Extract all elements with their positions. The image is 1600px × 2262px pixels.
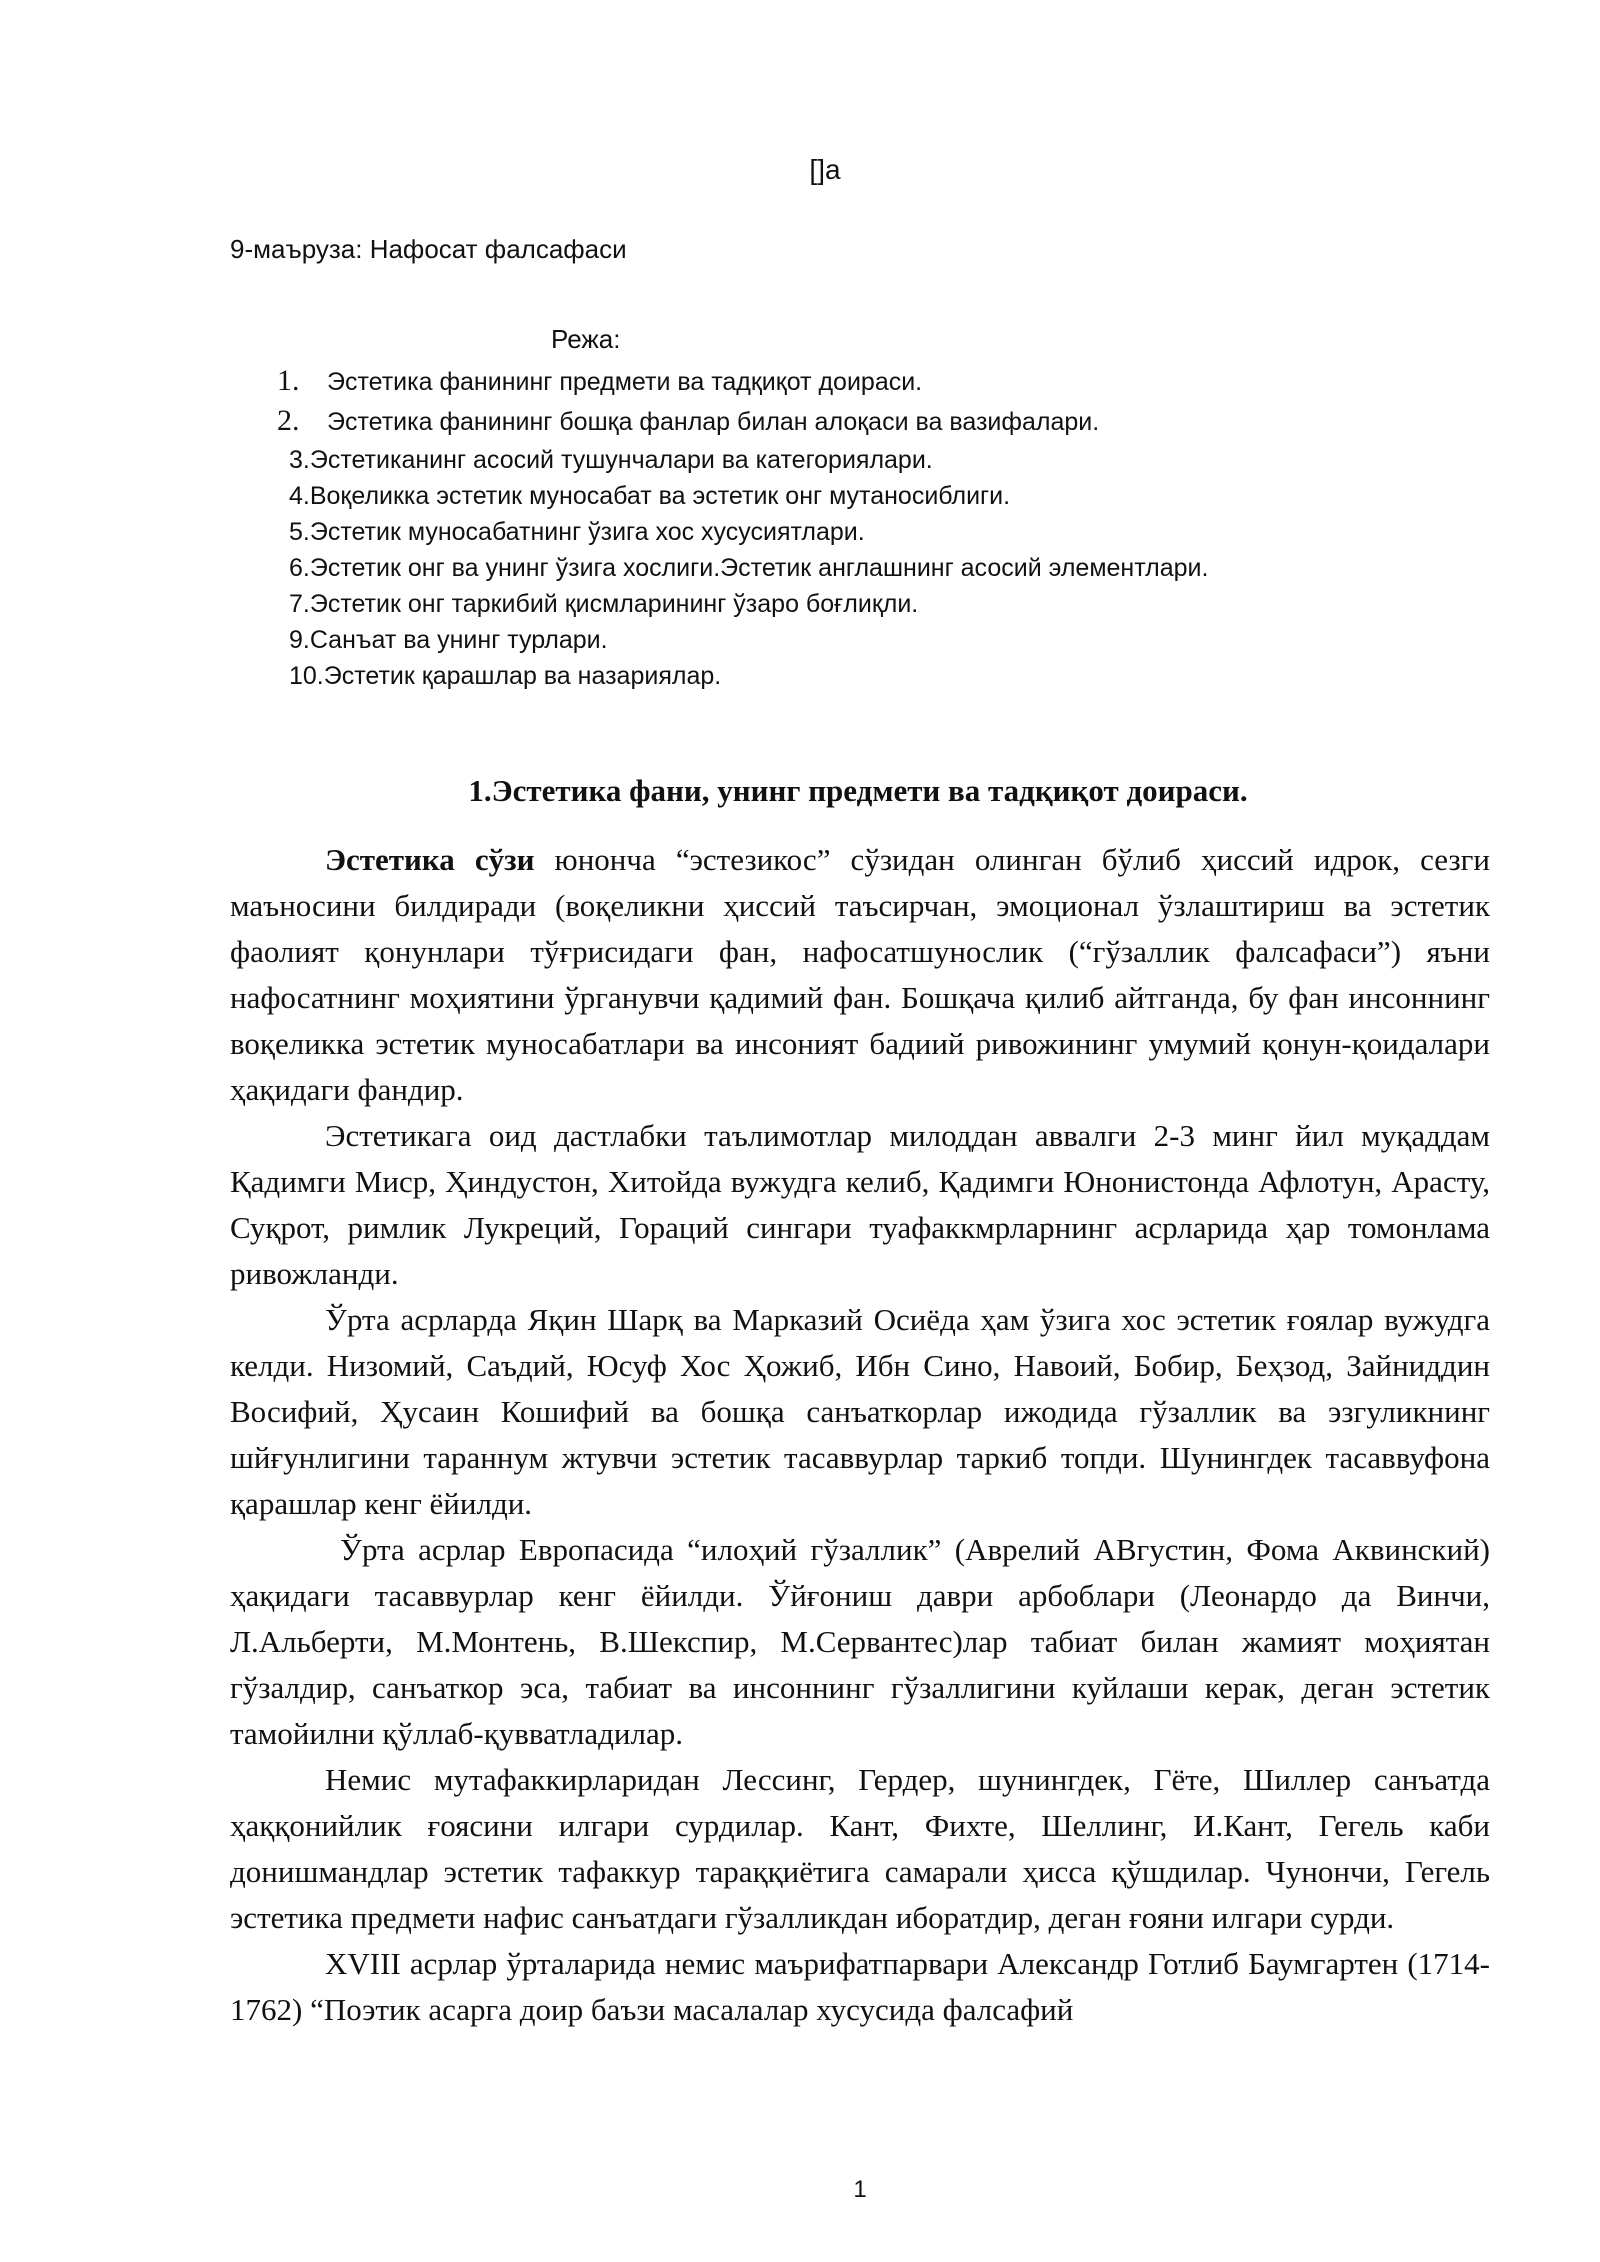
plan-item-text: 4.Воқеликка эстетик муносабат ва эстетик онг мутаносиблиги. [289,482,1011,510]
plan-item-text: 10.Эстетик қарашлар ва назариялар. [289,662,722,690]
plan-item-text: Эстетика фанининг бошқа фанлар билан алоқаси ва вазифалари. [327,408,1100,436]
plan-item [289,446,933,475]
plan-item [277,364,922,398]
plan-item-number: 1. [277,364,300,397]
paragraph-text: Ўрта асрларда Яқин Шарқ ва Марказий Осиёда ҳам ўзига хос эстетик ғоялар вужудга келди. Низомий, Саъдий, Юсуф Хос Ҳожиб, Ибн Сино, Навоий, Бобир, Беҳзод, Зайниддин Восифий, Ҳусаин Кошифий ва бошқа санъаткорлар ижодида гўзаллик ва эзгуликнинг шйғунлигини тараннум жтувчи эстетик тасаввурлар таркиб топди. Шунингдек тасаввуфона қарашлар кенг ёйилди. [230,1302,1490,1521]
plan-item [289,518,865,547]
paragraph-lead-term: Эстетика сўзи [325,842,535,877]
paragraph [230,1113,1490,1297]
plan-item-text: 5.Эстетик муносабатнинг ўзига хос хусусиятлари. [289,518,865,546]
plan-item-text: 7.Эстетик онг таркибий қисмларининг ўзаро боғлиқли. [289,590,919,618]
section-heading: 1.Эстетика фани, унинг предмети ва тадқиқот доираси. [468,773,1248,808]
paragraph-text: Эстетикага оид дастлабки таълимотлар милоддан аввалги 2-3 минг йил муқаддам Қадимги Миср, Ҳиндустон, Хитойда вужудга келиб, Қадимги Юнонистонда Афлотун, Арасту, Суқрот, римлик Лукреций, Гораций сингари туафаккмрларнинг асрларида ҳар томонлама ривожланди. [230,1118,1490,1291]
body-text [230,837,1490,2033]
paragraph [230,1297,1490,1527]
plan-item [289,626,608,655]
plan-item [289,482,1010,511]
plan-item [289,554,1208,583]
plan-item-text: Эстетика фанининг предмети ва тадқиқот доираси. [327,368,923,396]
paragraph-text: XVIII асрлар ўрталарида немис маърифатпарвари Александр Готлиб Баумгартен (1714-1762) “Поэтик асарга доир баъзи масалалар хусусида фалсафий [230,1946,1490,2027]
paragraph [230,1527,1490,1757]
plan-heading: Режа: [551,324,621,354]
page-number: 1 [853,2176,867,2203]
plan-item-text: 6.Эстетик онг ва унинг ўзига хослиги.Эстетик англашнинг асосий элементлари. [289,554,1209,582]
plan-item-text: 3.Эстетиканинг асосий тушунчалари ва категориялари. [289,446,933,474]
lecture-title: 9-маъруза: Нафосат фалсафаси [230,234,627,264]
paragraph [230,837,1490,1113]
paragraph-text: Ўрта асрлар Европасида “илоҳий гўзаллик” (Аврелий АВгустин, Фома Аквинский) ҳақидаги тасаввурлар кенг ёйилди. Ўйғониш даври арбоблари (Леонардо да Винчи, Л.Альберти, М.Монтень, В.Шекспир, М.Сервантес)лар табиат билан жамият моҳиятан гўзалдир, санъаткор эса, табиат ва инсоннинг гўзаллигини куйлаши керак, деган эстетик тамойилни қўллаб-қувватладилар. [230,1532,1490,1751]
paragraph [230,1757,1490,1941]
paragraph-text: Немис мутафаккирларидан Лессинг, Гердер, шунингдек, Гёте, Шиллер санъатда ҳаққонийлик ғоясини илгари сурдилар. Кант, Фихте, Шеллинг, И.Кант, Гегель каби донишмандлар эстетик тафаккур тараққиётига самарали ҳисса қўшдилар. Чунончи, Гегель эстетика предмети нафис санъатдаги гўзалликдан иборатдир, деган ғояни илгари сурди. [230,1762,1490,1935]
paragraph-text: юнонча “эстезикос” сўзидан олинган бўлиб ҳиссий идрок, сезги маъносини билдиради (воқеликни ҳиссий таъсирчан, эмоционал ўзлаштириш ва эстетик фаолият қонунлари тўғрисидаги фан, нафосатшунослик (“гўзаллик фалсафаси”) яъни нафосатнинг моҳиятини ўрганувчи қадимий фан. Бошқача қилиб айтганда, бу фан инсоннинг воқеликка эстетик муносабатлари ва инсоният бадиий ривожининг умумий қонун-қоидалари ҳақидаги фандир. [230,842,1490,1107]
plan-item [289,662,721,691]
header-mark: []а [809,154,841,185]
plan-item [277,404,1099,438]
plan-item-text: 9.Санъат ва унинг турлари. [289,626,608,654]
plan-item-number: 2. [277,404,300,437]
paragraph [230,1941,1490,2033]
plan-item [289,590,918,619]
